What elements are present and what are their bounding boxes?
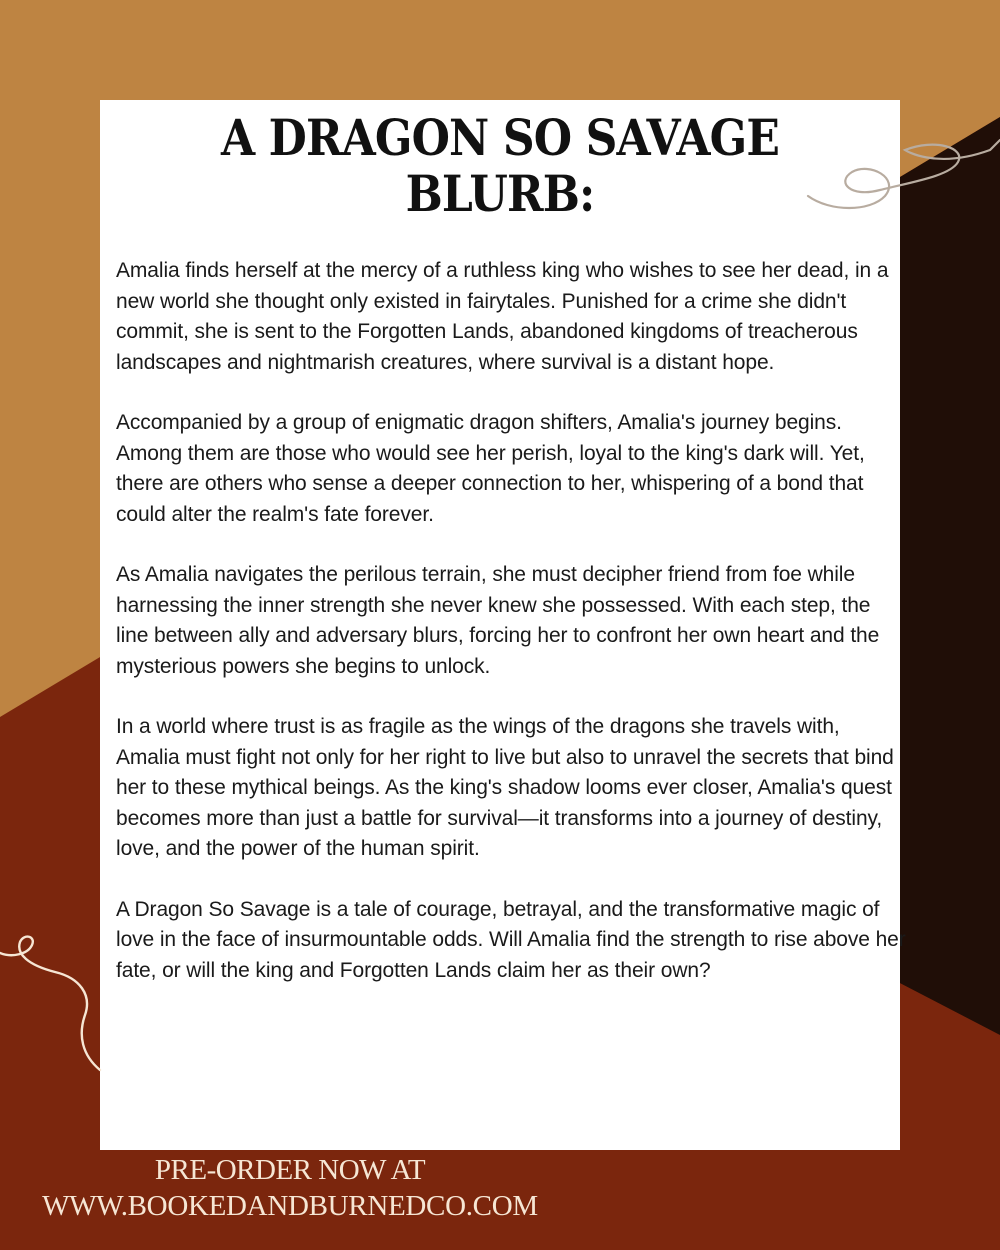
blurb-card bbox=[100, 100, 906, 1150]
blurb-body bbox=[116, 256, 906, 1016]
preorder-label: PRE-ORDER NOW AT bbox=[154, 1154, 426, 1186]
page-title bbox=[148, 110, 852, 222]
website-link[interactable]: WWW.BOOKEDANDBURNEDCO.COM bbox=[42, 1190, 538, 1222]
title-line-1: A DRAGON SO SAVAGE bbox=[220, 108, 780, 167]
preorder-footer bbox=[40, 1152, 540, 1224]
blurb-paragraph-5: A Dragon So Savage is a tale of courage, betrayal, and the transformative magic of love in the face of insurmountable odds. Will Amalia find the strength to rise above her fate, or will the king and Forgotten Lands claim her as their own? bbox=[116, 897, 906, 982]
title-line-2: BLURB: bbox=[405, 164, 595, 223]
blurb-paragraph-2: Accompanied by a group of enigmatic dragon shifters, Amalia's journey begins. Among them are those who would see her perish, loyal to the king's dark will. Yet, there are others who sense a deeper connection to her, whispering of a bond that could alter the realm's fate forever. bbox=[116, 411, 865, 526]
blurb-paragraph-4: In a world where trust is as fragile as the wings of the dragons she travels with, Amalia must fight not only for her right to live but also to unravel the secrets that bind her to these mythical beings. As the king's shadow looms ever closer, Amalia's quest becomes more than just a battle for survival—it transforms into a journey of destiny, love, and the power of the human spirit. bbox=[116, 715, 894, 860]
blurb-paragraph-3: As Amalia navigates the perilous terrain, she must decipher friend from foe while harnessing the inner strength she never knew she possessed. With each step, the line between ally and adversary blurs, forcing her to confront her own heart and the mysterious powers she begins to unlock. bbox=[116, 563, 880, 678]
blurb-paragraph-1: Amalia finds herself at the mercy of a ruthless king who wishes to see her dead, in a new world she thought only existed in fairytales. Punished for a crime she didn't commit, she is sent to the Forgotten Lands, abandoned kingdoms of treacherous landscapes and nightmarish creatures, where survival is a distant hope. bbox=[116, 259, 889, 374]
